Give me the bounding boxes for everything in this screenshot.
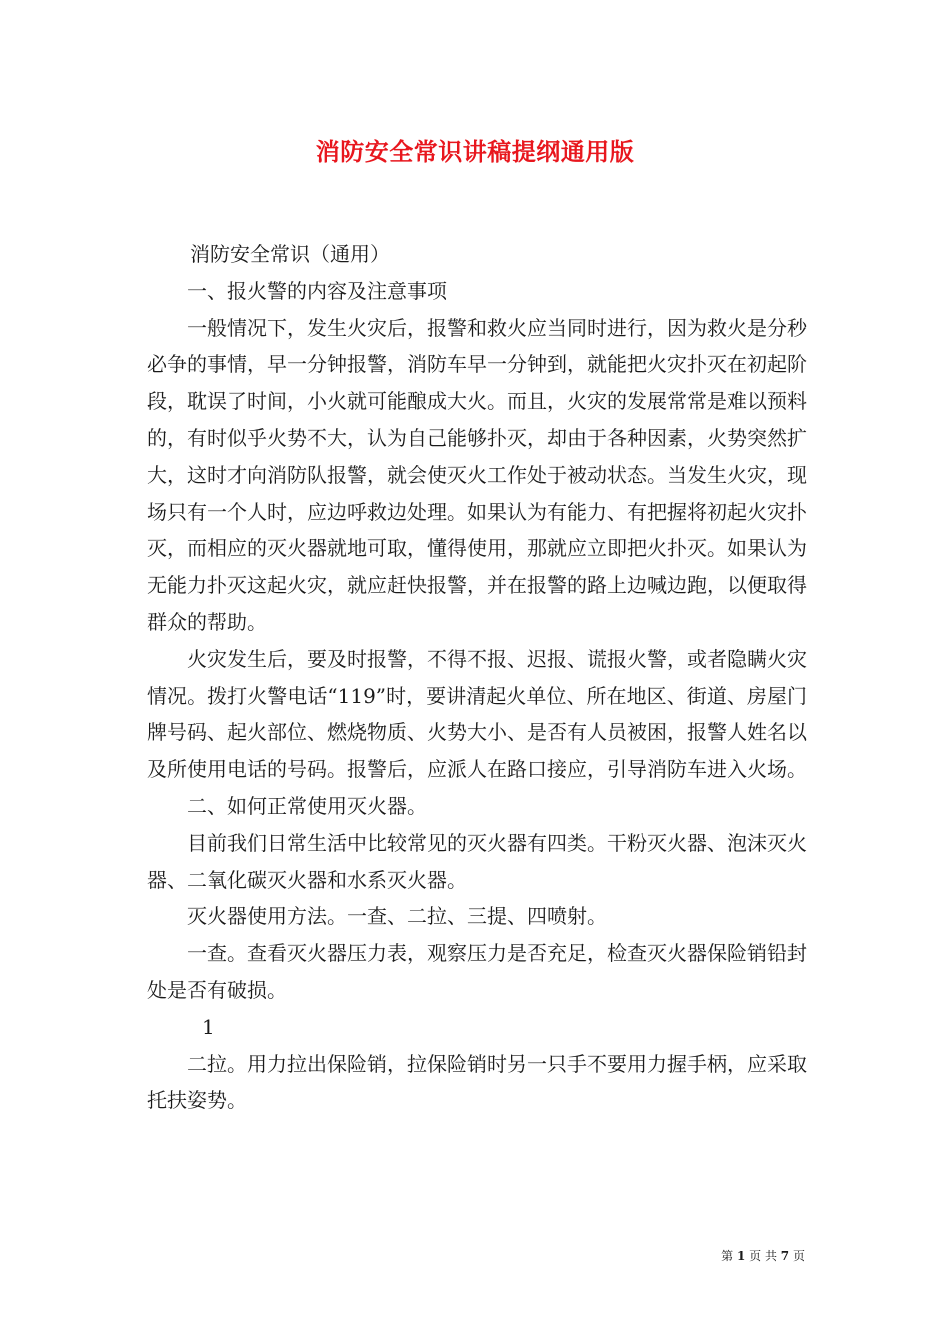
document-body: [147, 236, 807, 1119]
paragraph: 目前我们日常生活中比较常见的灭火器有四类。干粉灭火器、泡沫灭火器、二氧化碳灭火器和水系灭火器。: [147, 830, 807, 892]
footer-middle: 页 共: [749, 1249, 777, 1263]
paragraph: 火灾发生后，要及时报警，不得不报、迟报、谎报火警，或者隐瞒火灾情况。拨打火警电话“119”时，要讲清起火单位、所在地区、街道、房屋门牌号码、起火部位、燃烧物质、火势大小、是否有人员被困，报警人姓名以及所使用电话的号码。报警后，应派人在路口接应，引导消防车进入火场。: [147, 646, 807, 782]
paragraph-subtitle: 消防安全常识（通用）: [190, 242, 390, 266]
footer-prefix: 第: [721, 1249, 734, 1263]
paragraph: 灭火器使用方法。一查、二拉、三提、四喷射。: [187, 904, 607, 929]
paragraph: 一查。查看灭火器压力表，观察压力是否充足，检查灭火器保险销铅封处是否有破损。: [147, 941, 807, 1002]
paragraph: 一般情况下，发生火灾后，报警和救火应当同时进行，因为救火是分秒必争的事情，早一分钟报警，消防车早一分钟到，就能把火灾扑灭在初起阶段，耽误了时间，小火就可能酿成大火。而且，火灾的发展常常是难以预料的，有时似乎火势不大，认为自己能够扑灭，却由于各种因素，火势突然扩大，这时才向消防队报警，就会使灭火工作处于被动状态。当发生火灾，现场只有一个人时，应边呼救边处理。如果认为有能力、有把握将初起火灾扑灭，而相应的灭火器就地可取，懂得使用，那就应立即把火扑灭。如果认为无能力扑灭这起火灾，就应赶快报警，并在报警的路上边喊边跑，以便取得群众的帮助。: [147, 315, 807, 634]
inline-page-number: 1: [202, 1014, 215, 1039]
section-heading-1: 一、报火警的内容及注意事项: [187, 278, 447, 303]
footer-total-pages: 7: [780, 1249, 790, 1263]
document-title: 消防安全常识讲稿提纲通用版: [315, 137, 635, 166]
section-heading-2: 二、如何正常使用灭火器。: [187, 793, 427, 818]
footer-current-page: 1: [736, 1249, 746, 1263]
footer-suffix: 页: [792, 1249, 805, 1263]
page-footer: [721, 1247, 805, 1264]
paragraph: 二拉。用力拉出保险销，拉保险销时另一只手不要用力握手柄，应采取托扶姿势。: [147, 1051, 807, 1113]
